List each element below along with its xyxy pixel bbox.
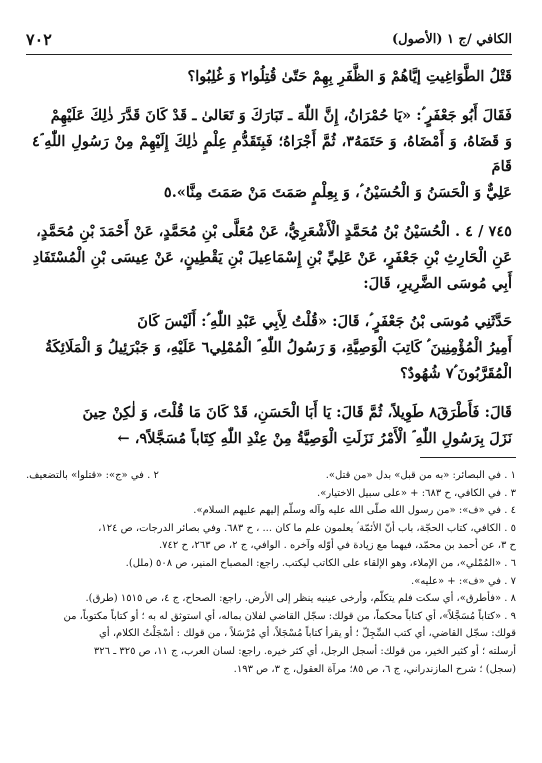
footnote: ٦ . «المُمْلي»، من الإملاء، وهو الإلقاء على الكاتب ليكتب. راجع: المصباح المنير، ص ٥٠٨ (ملل).: [125, 557, 516, 569]
footnote: قولك: سجّل القاضي، أي كتب السِّجِلّ ؛ أو يقرأ كتاباً مُسْجَلاً، أي مُرْسَلاً ، من قولك : أسْجَلْتُ الكلام، أي: [99, 628, 516, 640]
footnote: ٨ . «فأطرق»، أي سكت فلم يتكلّم، وأرخى عينيه ينظر إلى الأرض. راجع: الصحاح، ج ٤، ص ١٥١٥ (طرق).: [85, 593, 516, 605]
footnote: (سجل) ؛ شرح المازندراني، ج ٦، ص ٨٥؛ مرآة العقول، ج ٣، ص ١٩٣.: [233, 663, 516, 675]
footnote-divider: [420, 457, 516, 458]
text-line: أَمِيرُ الْمُؤْمِنِينَ ؑ كَاتِبَ الْوَصِيَّةِ، وَ رَسُولُ اللّٰهِ ؐ الْمُمْلِي٦ عَلَيْهِ، وَ جَبْرَئِيلُ وَ الْمَلَائِكَةُ: [45, 339, 512, 357]
main-text: [32, 64, 512, 451]
header-divider: [26, 54, 512, 55]
text-line: وَ قَضَاهُ، وَ أَمْضَاهُ، وَ حَتَمَهُ٣، ثُمَّ أَجْرَاهُ؛ فَبِتَقَدُّمِ عِلْمٍ ذٰلِكَ إِلَيْهِمْ مِنْ رَسُولِ اللّٰهِ ؐ٤ قَامَ: [32, 132, 513, 176]
continue-arrow-icon: ←: [117, 429, 130, 447]
text-line: قَتْلُ الطَّوَاغِيتِ إيَّاهُمْ وَ الظَّفَرِ بِهِمْ حَتّىٰ قُتِلُوا٢ وَ غُلِبُوا؟: [187, 68, 512, 85]
text-line: عَلِيٌّ وَ الْحَسَنُ وَ الْحُسَيْنُ ؑ، وَ بِعِلْمٍ صَمَتَ مَنْ صَمَتَ مِنَّا».٥: [163, 184, 512, 202]
running-title: الكافي /ج ١ (الأصول): [391, 32, 512, 47]
footnote: ح ٣، عن أحمد بن محمّد، فيهما مع زيادة في أوّله وآخره . الوافي، ج ٢، ص ٢٦٣، ح ٧٤٢.: [158, 540, 516, 552]
footnote: ٥ . الكافي، كتاب الحجّة، باب أنّ الأئمّة ؑ يعلمون علم ما كان ... ، ح ٦٨٣. وفي بصائر الدرجات، ص ١٢٤،: [98, 522, 516, 534]
text-span: نَزَلَ بِرَسُولِ اللّٰهِ ؐ الْأَمْرُ نَزَلَتِ الْوَصِيَّةُ مِنْ عِنْدِ اللّٰهِ كِتَاباً مُسَجَّلاً٩،: [134, 429, 512, 447]
hadith-isnad-line: أَبِي مُوسَى الضَّرِيرِ، قَالَ:: [363, 274, 512, 292]
text-line: [32, 426, 512, 452]
hadith-isnad-line: عَنِ الْحَارِثِ بْنِ جَعْفَرٍ، عَنْ عَلِيِّ بْنِ إِسْمَاعِيلَ بْنِ يَقْطِينٍ، عَنْ عِيسَى بْنِ الْمُسْتَفَادِ: [32, 248, 512, 266]
page-number: ٧٠٢: [26, 30, 52, 49]
text-line: فَقَالَ أَبُو جَعْفَرٍ ؑ: «يَا حُمْرَانُ، إِنَّ اللّٰهَ ـ تَبَارَكَ وَ تَعَالىٰ ـ قَدْ كَانَ قَدَّرَ ذٰلِكَ عَلَيْهِمْ: [50, 106, 512, 124]
footnote: أرسلته ؛ أو كثير الخير، من قولك: أسجل الرجل، أي كثر خيره. راجع: لسان العرب، ج ١١، ص ٣٢٥ ـ ٣٢٦: [93, 645, 516, 657]
footnote: ٤ . في «ف»: «من رسول الله صلّى الله عليه وآله وسلّم إليهم عليهم السلام».: [193, 505, 516, 517]
footnote: ٩ . «كتاباً مُسَجَّلاً»، أي كتاباً محكماً، من قولك: سجّل القاضي لفلان بماله، أي استوثق له به ؛ أو كتاباً مكتوباً، من: [63, 610, 516, 622]
text-line: الْمُقَرَّبُونَ ؑ٧ شُهُودٌ؟: [399, 364, 512, 382]
footnote: ٧ . في «ف»: + «عليه».: [411, 575, 516, 587]
footnote: ٣ . في الكافي، ح ٦٨٣: + «على سبيل الاختيار».: [317, 487, 516, 499]
page-header: [26, 30, 512, 52]
footnote: ١ . في البصائر: «به من قبل» بدل «من قتل».: [325, 470, 516, 481]
text-line: قَالَ: فَأَطْرَقَ٨ طَوِيلاً، ثُمَّ قَالَ: يَا أَبَا الْحَسَنِ، قَدْ كَانَ مَا قُلْتَ، وَ لٰكِنْ حِينَ: [82, 403, 512, 421]
text-line: حَدَّثَنِي مُوسَى بْنُ جَعْفَرٍ ؑ، قَالَ: «قُلْتُ لِأَبِي عَبْدِ اللّٰهِ ؑ: أَلَيْسَ كَانَ: [137, 313, 512, 331]
footnotes: [26, 467, 516, 678]
hadith-isnad-line: ٧٤٥ / ٤ . الْحُسَيْنُ بْنُ مُحَمَّدٍ الْأَشْعَرِيُّ، عَنْ مُعَلَّى بْنِ مُحَمَّدٍ، عَنْ أَحْمَدَ بْنِ مُحَمَّدٍ،: [36, 222, 512, 240]
footnote-row: [26, 467, 516, 485]
footnote: ٢ . في «ج»: «قتلوا» بالتضعيف.: [26, 470, 159, 481]
